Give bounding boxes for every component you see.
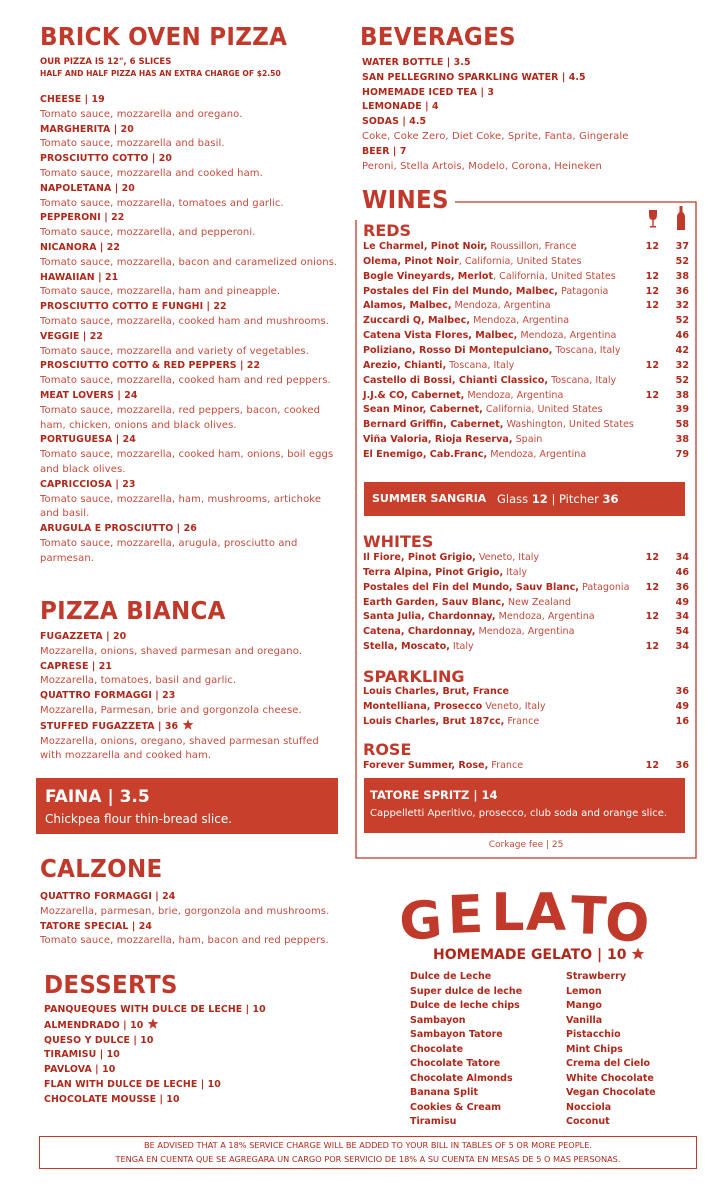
- menu-item: [40, 630, 340, 660]
- wine-bottle-price: 39: [675, 404, 689, 416]
- menu-item-desc: Coke, Coke Zero, Diet Coke, Sprite, Fanta, Gingerale: [362, 130, 629, 142]
- wine-row: [363, 715, 689, 730]
- wine-row: [363, 285, 689, 300]
- gelato-flavor: Vanilla: [566, 1014, 603, 1026]
- beverages-list: [362, 56, 692, 174]
- menu-item-desc: Mozzarella, onions, shaved parmesan and oregano.: [40, 645, 303, 657]
- gelato-flavor: Tiramisu: [410, 1116, 457, 1127]
- wine-name: Louis Charles, Brut 187cc,: [363, 715, 505, 727]
- wine-glass-price: 12: [645, 241, 659, 252]
- menu-item: [40, 300, 340, 330]
- wine-name: Olema, Pinot Noir: [363, 255, 459, 267]
- menu-item-name: MARGHERITA | 20: [40, 123, 134, 135]
- wine-glass-price: 12: [645, 359, 659, 371]
- desserts-list: [44, 1003, 344, 1108]
- wine-row: [363, 329, 689, 344]
- wine-region: Patagonia: [557, 285, 609, 297]
- gelato-flavor: Pistacchio: [566, 1029, 621, 1040]
- dessert-item: TIRAMISU | 10: [44, 1049, 120, 1061]
- wine-name: Bernard Griffin, Cabernet,: [363, 419, 504, 431]
- wine-region: Mendoza, Argentina: [517, 330, 617, 342]
- service-charge-notice: [39, 1136, 697, 1169]
- wine-name: Stella, Moscato,: [363, 641, 450, 653]
- gelato-subtitle: [433, 947, 645, 963]
- menu-item: [40, 522, 340, 566]
- menu-item-desc: Tomato sauce, mozzarella, ham, bacon and red peppers.: [40, 935, 329, 947]
- spritz-box: [364, 778, 685, 833]
- wine-glass-price: 12: [645, 641, 659, 653]
- wine-region: Toscana, Italy: [552, 344, 621, 356]
- wine-region: Toscana, Italy: [446, 359, 515, 371]
- menu-item-name: SODAS | 4.5: [362, 116, 427, 128]
- gelato-flavor: Chocolate Tatore: [410, 1058, 501, 1069]
- gelato-flavors-left: [410, 970, 522, 1130]
- menu-item-name: CAPRICCIOSA | 23: [40, 478, 136, 490]
- wine-region: France: [504, 715, 540, 727]
- wine-bottle-price: 79: [675, 448, 689, 460]
- wine-bottle-price: 52: [675, 315, 689, 327]
- wine-row: [363, 700, 689, 715]
- calzone-title: CALZONE: [40, 854, 163, 883]
- gelato-flavor: Sambayon Tatore: [410, 1029, 503, 1040]
- menu-item-name: QUATTRO FORMAGGI | 23: [40, 690, 176, 702]
- wine-row: [363, 344, 689, 359]
- sparkling-title: SPARKLING: [363, 667, 465, 686]
- wine-name: Viña Valoria, Rioja Reserva,: [363, 434, 513, 446]
- menu-item: [40, 660, 340, 690]
- corkage-fee: Corkage fee | 25: [488, 840, 564, 850]
- menu-item-name: NAPOLETANA | 20: [40, 182, 135, 194]
- wine-bottle-price: 34: [675, 641, 689, 653]
- faina-title: FAINA | 3.5: [45, 787, 150, 807]
- menu-item: [40, 433, 340, 477]
- wine-name: Montelliana, Prosecco: [363, 700, 483, 712]
- menu-item-desc: Tomato sauce, mozzarella, ham and pineapple.: [40, 286, 281, 298]
- menu-item-desc: Mozzarella, onions, oregano, shaved parmesan stuffed with mozzarella and cooked ham.: [40, 735, 319, 762]
- wine-bottle-price: 46: [675, 330, 689, 342]
- wine-glass-price: 12: [645, 389, 659, 401]
- wine-bottle-price: 36: [675, 581, 689, 593]
- menu-item-name: PROSCIUTTO COTTO | 20: [40, 153, 172, 165]
- gelato-flavor: Chocolate: [410, 1043, 464, 1055]
- wine-name: Terra Alpina, Pinot Grigio,: [363, 566, 504, 578]
- wine-bottle-price: 42: [675, 344, 689, 356]
- wine-row: [363, 418, 689, 433]
- menu-item: [40, 211, 340, 241]
- wine-region: Mendoza, Argentina: [470, 315, 570, 327]
- wine-name: Castello di Bossi, Chianti Classico,: [363, 374, 549, 386]
- menu-item: [362, 100, 692, 115]
- menu-item-name: WATER BOTTLE | 3.5: [362, 57, 471, 68]
- menu-item: [40, 123, 340, 153]
- menu-item: [40, 182, 340, 212]
- menu-item: [40, 152, 340, 182]
- pizza-sub-half: HALF AND HALF PIZZA HAS AN EXTRA CHARGE OF $2.50: [40, 69, 281, 78]
- wine-name: El Enemigo, Cab.Franc,: [363, 448, 488, 460]
- wine-bottle-price: 34: [675, 552, 689, 563]
- wine-bottle-price: 52: [675, 374, 689, 386]
- menu-item-name: TATORE SPECIAL | 24: [40, 920, 152, 932]
- wine-glass-price: 12: [645, 760, 659, 771]
- wine-region: Roussillon, France: [487, 241, 577, 252]
- wine-region: Toscana, Italy: [548, 374, 617, 386]
- wine-bottle-price: 49: [675, 596, 689, 608]
- menu-item-name: HOMEMADE ICED TEA | 3: [362, 86, 495, 98]
- wine-name: Catena Vista Flores, Malbec,: [363, 330, 518, 342]
- wine-name: Earth Garden, Sauv Blanc,: [363, 596, 505, 608]
- wine-region: Mendoza, Argentina: [451, 300, 551, 312]
- wine-bottle-icon: [676, 205, 686, 231]
- wine-row: [363, 640, 689, 655]
- menu-item: [40, 920, 340, 950]
- menu-item-name: PORTUGUESA | 24: [40, 434, 136, 446]
- menu-item-desc: Mozzarella, parmesan, brie, gorgonzola and mushrooms.: [40, 905, 330, 917]
- wine-bottle-price: 58: [675, 419, 689, 431]
- sangria-prices: Glass 12 | Pitcher 36: [497, 492, 619, 506]
- menu-item: [362, 71, 692, 86]
- menu-item-name: NICANORA | 22: [40, 241, 121, 253]
- dessert-item: PAVLOVA | 10: [44, 1064, 116, 1076]
- gelato-flavor: Coconut: [566, 1116, 610, 1127]
- wine-name: Forever Summer, Rose,: [363, 760, 489, 771]
- wine-name: Bogle Vineyards, Merlot: [363, 270, 494, 282]
- menu-item: [40, 93, 340, 123]
- gelato-flavor: Mint Chips: [566, 1043, 623, 1055]
- menu-item: [362, 115, 692, 145]
- menu-item-desc: Tomato sauce, mozzarella, and pepperoni.: [40, 227, 256, 239]
- wine-row: [363, 566, 689, 581]
- gelato-flavor: Sambayon: [410, 1014, 466, 1026]
- service-charge-es: TENGA EN CUENTA QUE SE AGREGARA UN CARGO POR SERVICIO DE 18% A SU CUENTA EN MESAS DE 5 O MAS PERSONAS.: [115, 1153, 621, 1164]
- menu-item-name: LEMONADE | 4: [362, 101, 439, 113]
- menu-item-name: CHEESE | 19: [40, 94, 105, 105]
- menu-item: [40, 689, 340, 719]
- menu-item-desc: Tomato sauce, mozzarella, cooked ham and red peppers.: [40, 375, 331, 387]
- wine-region: Mendoza, Argentina: [495, 611, 595, 623]
- gelato-flavor: Dulce de leche chips: [410, 1000, 520, 1011]
- menu-item-name: HAWAIIAN | 21: [40, 271, 119, 283]
- wine-name: J.J.& CO, Cabernet,: [363, 389, 465, 401]
- gelato-flavor: Cookies & Cream: [410, 1101, 502, 1113]
- wine-row: [363, 596, 689, 611]
- spritz-title: TATORE SPRITZ | 14: [370, 788, 498, 802]
- calzone-list: [40, 890, 340, 949]
- wine-row: [363, 625, 689, 640]
- wine-bottle-price: 46: [675, 566, 689, 578]
- wine-name: Arezio, Chianti,: [363, 359, 447, 371]
- menu-item-desc: Tomato sauce, mozzarella and variety of vegetables.: [40, 345, 309, 357]
- faina-box: [36, 778, 338, 834]
- wine-row: [363, 759, 689, 774]
- wine-bottle-price: 32: [675, 300, 689, 312]
- wine-name: Catena, Chardonnay,: [363, 626, 476, 638]
- menu-item-desc: Tomato sauce, mozzarella, red peppers, bacon, cooked ham, chicken, onions and black olives.: [40, 404, 321, 431]
- whites-title: WHITES: [363, 532, 434, 551]
- wine-row: [363, 403, 689, 418]
- wine-region: Mendoza, Argentina: [475, 626, 575, 638]
- wine-bottle-price: 38: [675, 389, 689, 401]
- wine-region: New Zealand: [504, 596, 571, 608]
- wine-row: [363, 551, 689, 566]
- dessert-item: CHOCOLATE MOUSSE | 10: [44, 1093, 180, 1105]
- menu-item-name: PEPPERONI | 22: [40, 212, 125, 224]
- wine-region: Veneto, Italy: [475, 552, 540, 563]
- service-charge-en: BE ADVISED THAT A 18% SERVICE CHARGE WILL BE ADDED TO YOUR BILL IN TABLES OF 5 OR MORE PEOPLE.: [144, 1140, 592, 1150]
- menu-item-desc: Tomato sauce, mozzarella and basil.: [40, 138, 225, 150]
- wine-bottle-price: 36: [675, 760, 689, 771]
- wine-bottle-price: 38: [675, 270, 689, 282]
- gelato-flavor: Banana Split: [410, 1087, 479, 1098]
- wine-bottle-price: 16: [675, 715, 689, 727]
- wine-bottle-price: 37: [675, 241, 689, 252]
- wine-glass-price: 12: [645, 285, 659, 297]
- gelato-flavor: Nocciola: [566, 1101, 612, 1113]
- wine-glass-price: 12: [645, 300, 659, 312]
- menu-item: [40, 478, 340, 522]
- menu-item: [40, 271, 340, 301]
- wine-row: [363, 389, 689, 404]
- wine-region: France: [488, 760, 524, 771]
- wine-region: Washington, United States: [503, 419, 634, 431]
- pizza-sub-size: OUR PIZZA IS 12", 6 SLICES: [40, 57, 172, 67]
- wine-glass-price: 12: [645, 581, 659, 593]
- wine-name: Zuccardi Q, Malbec,: [363, 315, 471, 327]
- wine-name: Il Fiore, Pinot Grigio,: [363, 552, 476, 563]
- wine-name: Louis Charles, Brut, France: [363, 686, 510, 697]
- wine-region: Mendoza, Argentina: [487, 448, 587, 460]
- wine-row: [363, 448, 689, 463]
- wine-row: [363, 299, 689, 314]
- wine-row: [363, 685, 689, 700]
- menu-item: [40, 241, 340, 271]
- wine-name: Alamos, Malbec,: [363, 300, 452, 312]
- wine-region: Patagonia: [578, 581, 630, 593]
- menu-item-desc: Tomato sauce, mozzarella, cooked ham, onions, boil eggs and black olives.: [40, 449, 334, 475]
- menu-item-name: ARUGULA E PROSCIUTTO | 26: [40, 523, 197, 535]
- wine-region: Veneto, Italy: [482, 700, 546, 712]
- pizza-title: BRICK OVEN PIZZA: [40, 22, 288, 51]
- wine-bottle-price: 49: [675, 700, 689, 712]
- menu-item-desc: Peroni, Stella Artois, Modelo, Corona, Heineken: [362, 160, 602, 172]
- menu-item: [362, 145, 692, 175]
- wine-row: [363, 433, 689, 448]
- menu-item-name: BEER | 7: [362, 145, 407, 157]
- menu-item-name: PROSCIUTTO COTTO & RED PEPPERS | 22: [40, 360, 261, 372]
- wine-region: , California, United States: [493, 270, 616, 282]
- svg-text:GELATO: GELATO: [397, 883, 656, 946]
- pizza-list: [40, 93, 340, 567]
- wine-row: [363, 359, 689, 374]
- menu-item-name: SAN PELLEGRINO SPARKLING WATER | 4.5: [362, 71, 586, 83]
- wine-bottle-price: 54: [675, 626, 689, 638]
- menu-item-desc: Tomato sauce, mozzarella, ham, mushrooms, artichoke and basil.: [40, 493, 322, 520]
- dessert-item: PANQUEQUES WITH DULCE DE LECHE | 10: [44, 1004, 266, 1015]
- star-icon: [631, 947, 645, 960]
- wine-bottle-price: 52: [675, 255, 689, 267]
- beverages-title: BEVERAGES: [360, 22, 516, 51]
- gelato-flavor: Dulce de Leche: [410, 971, 492, 982]
- wine-region: Italy: [503, 566, 528, 578]
- dessert-item: QUESO Y DULCE | 10: [44, 1034, 154, 1046]
- gelato-flavor: Vegan Chocolate: [566, 1087, 656, 1098]
- menu-item: [40, 330, 340, 360]
- gelato-flavor: Super dulce de leche: [410, 985, 523, 997]
- dessert-item: ALMENDRADO | 10: [44, 1018, 344, 1034]
- wine-name: Poliziano, Rosso Di Montepulciano,: [363, 344, 553, 356]
- star-icon: [147, 1018, 159, 1029]
- wine-row: [363, 270, 689, 285]
- wine-row: [363, 610, 689, 625]
- gelato-flavor: Lemon: [566, 985, 602, 997]
- wines-title: WINES: [362, 185, 449, 214]
- bianca-title: PIZZA BIANCA: [40, 596, 226, 625]
- menu-item-desc: Tomato sauce, mozzarella and cooked ham.: [40, 167, 263, 179]
- wine-region: California, United States: [482, 404, 603, 416]
- gelato-flavor: White Chocolate: [566, 1072, 654, 1084]
- wine-row: [363, 374, 689, 389]
- wine-name: Le Charmel, Pinot Noir,: [363, 241, 488, 252]
- menu-item-desc: Mozzarella, tomatoes, basil and garlic.: [40, 675, 237, 687]
- desserts-title: DESSERTS: [44, 970, 178, 999]
- menu-item-name: VEGGIE | 22: [40, 330, 104, 342]
- wine-row: [363, 581, 689, 596]
- reds-title: REDS: [363, 221, 412, 240]
- wine-region: , California, United States: [458, 255, 582, 267]
- wine-region: Mendoza, Argentina: [464, 389, 564, 401]
- menu-item-name: MEAT LOVERS | 24: [40, 389, 138, 401]
- menu-item-desc: Mozzarella, Parmesan, brie and gorgonzola cheese.: [40, 704, 302, 716]
- faina-desc: Chickpea flour thin-bread slice.: [45, 812, 233, 826]
- wine-region: Spain: [512, 434, 543, 446]
- gelato-flavors-right: [566, 970, 656, 1130]
- dessert-item: FLAN WITH DULCE DE LECHE | 10: [44, 1078, 221, 1090]
- menu-item-desc: Tomato sauce, mozzarella, bacon and caramelized onions.: [40, 256, 338, 268]
- menu-item-name: STUFFED FUGAZZETA | 36: [40, 719, 340, 735]
- rose-title: ROSE: [363, 740, 412, 759]
- wine-name: Postales del Fin del Mundo, Malbec,: [363, 285, 558, 297]
- wine-name: Santa Julia, Chardonnay,: [363, 611, 496, 623]
- gelato-flavor: Crema del Cielo: [566, 1058, 650, 1069]
- wine-glass-price: 12: [645, 552, 659, 563]
- wine-glass-price: 12: [645, 611, 659, 623]
- gelato-flavor: Strawberry: [566, 971, 627, 982]
- gelato-title-logo: [396, 878, 658, 946]
- wine-row: [363, 255, 689, 270]
- star-icon: [182, 719, 194, 730]
- menu-item-desc: Tomato sauce, mozzarella, tomatoes and garlic.: [40, 197, 284, 209]
- menu-item: [40, 359, 340, 389]
- menu-item-desc: Tomato sauce, mozzarella and oregano.: [40, 108, 243, 120]
- menu-item: [362, 56, 692, 71]
- spritz-desc: Cappelletti Aperitivo, prosecco, club soda and orange slice.: [370, 808, 668, 819]
- menu-item-name: CAPRESE | 21: [40, 660, 112, 672]
- menu-item: [40, 719, 340, 764]
- wine-glass-price: 12: [645, 270, 659, 282]
- wine-bottle-price: 36: [675, 686, 689, 697]
- wine-row: [363, 314, 689, 329]
- menu-item: [40, 890, 340, 920]
- gelato-flavor: Chocolate Almonds: [410, 1072, 513, 1084]
- gelato-flavor: Mango: [566, 1000, 602, 1011]
- menu-item-name: FUGAZZETA | 20: [40, 631, 127, 642]
- wine-row: [363, 240, 689, 255]
- wine-region: Italy: [449, 641, 474, 653]
- menu-item: [40, 389, 340, 433]
- menu-item-name: PROSCIUTTO COTTO E FUNGHI | 22: [40, 301, 227, 313]
- wine-bottle-price: 38: [675, 434, 689, 446]
- wine-bottle-price: 34: [675, 611, 689, 623]
- sangria-box: [364, 482, 685, 516]
- menu-item: [362, 86, 692, 101]
- bianca-list: [40, 630, 340, 764]
- menu-item-desc: Tomato sauce, mozzarella, arugula, prosciutto and parmesan.: [40, 537, 298, 564]
- menu-item-name: QUATTRO FORMAGGI | 24: [40, 891, 176, 902]
- gelato-subtitle-text: HOMEMADE GELATO | 10: [433, 947, 627, 963]
- wine-name: Sean Minor, Cabernet,: [363, 404, 483, 416]
- wine-bottle-price: 36: [675, 285, 689, 297]
- wine-bottle-price: 32: [675, 359, 689, 371]
- wine-glass-icon: [648, 209, 658, 229]
- wine-name: Postales del Fin del Mundo, Sauv Blanc,: [363, 581, 579, 593]
- menu-item-desc: Tomato sauce, mozzarella, cooked ham and mushrooms.: [40, 315, 330, 327]
- sangria-name: SUMMER SANGRIA: [372, 492, 487, 505]
